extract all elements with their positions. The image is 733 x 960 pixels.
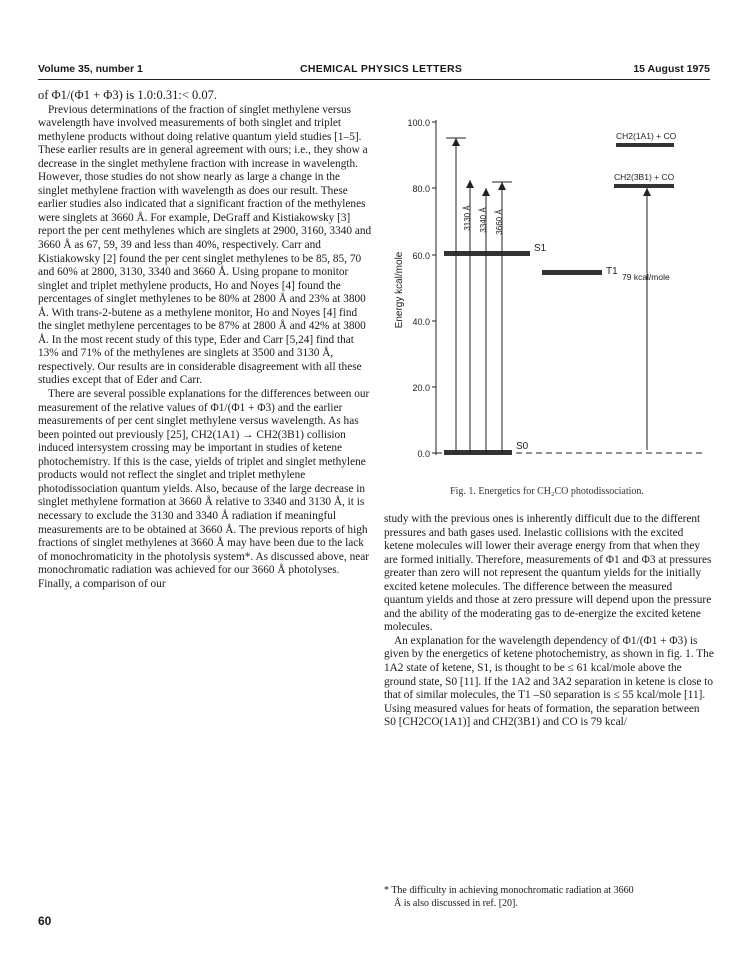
footnote-line: Å is also discussed in ref. [20]. [394, 897, 518, 909]
right-column [384, 513, 714, 730]
tick-label: 0.0 [417, 449, 430, 459]
paragraph: study with the previous ones is inherently difficult due to the different pressures and bath gases used. Inelastic collisions with the excited ketene molecules will lower their average energy from that when they are formed initially. Therefore, measurements of Φ1 and Φ3 at pressures greater than zero will not represent the quantum yields for the initially excited ketene molecules. The difference between the measured quantum yields and those at zero pressure will depend upon the pressure and the ability of the moderating gas to de-energize the excited ketene molecules. [384, 513, 712, 634]
paragraph: There are several possible explanations for the differences between our measurement of the relative values of Φ1/(Φ1 + Φ3) and the earlier measurements of per cent singlet methylene versus wavelength. As has been pointed out previously [25], CH2(1A1) → CH2(3B1) collision induced intersystem crossing may be important in studies of ketene photochemistry. If this is the case, yields of triplet and singlet methylene products would not reflect the singlet and triplet methylene photodissociation quantum yields. Also, because of the large decrease in singlet methylene formation at 3660 Å relative to 3340 and 3130 Å, it is necessary to exclude the 3130 and 3340 Å radiation if meaningful measurements are to be obtained at 3660 Å. The previous reports of high fractions of singlet methylenes at 3660 Å may have been due to the lack of monochromaticity in the photolysis system*. As discussed above, near monochromatic radiation was achieved for our 3660 Å photolyses. Finally, a comparison of our [38, 388, 370, 590]
t1-label: T1 [606, 266, 618, 277]
y-ticks [432, 122, 436, 453]
paragraph: An explanation for the wavelength dependency of Φ1/(Φ1 + Φ3) is given by the energetics of ketene photochemistry, as shown in fig. 1. The 1A2 state of ketene, S1, is thought to be ≤ 61 kcal/mole above the ground state, S0 [11]. If the 1A2 and 3A2 separation in ketene is close to that of similar molecules, the T1 –S0 separation is ≤ 55 kcal/mole [11]. Using measured values for heats of formation, the separation between S0 [CH2CO(1A1)] and CH2(3B1) and CO is 79 kcal/ [384, 634, 714, 729]
wavelength-label-3130: 3130 Å [463, 205, 472, 231]
issue-date: 15 August 1975 [633, 63, 710, 75]
running-header [38, 63, 710, 77]
s1-level [444, 251, 530, 256]
y-axis-label: Energy kcal/mole [394, 251, 405, 329]
gap-label: 79 kcal/mole [622, 272, 670, 282]
paragraph: Previous determinations of the fraction of singlet methylene versus wavelength have involved measurements of both singlet and triplet methylene products without doing relative quantum yield studies [1–5]. These earlier results are in general agreement with ours; i.e., they show a decrease in the singlet methylene fraction with increase in wavelength. However, those studies do not show nearly as large a change in the singlet methylene fraction with wavelength as does our result. These earlier studies also indicated that a significant fraction of the methylenes were singlets at 3660 Å. For example, DeGraff and Kistiakowsky [3] report the per cent methylenes which are singlets at 2900, 3160, 3340 and 3660 Å as 67, 59, 39 and less than 40%, respectively. Carr and Kistiakowsky [2] found the per cent singlet methylenes to be 85, 85, 70 and 60% at 2800, 3130, 3340 and 3660 Å. Using propane to monitor singlet and triplet methylene products, Ho and Noyes [4] found the percentages of singlet methylenes to be 80% at 2800 Å and 23% at 3800 Å. With trans-2-butene as a methylene monitor, Ho and Noyes [4] find the singlet methylene percentages to be 87% at 2800 Å and 42% at 3800 Å. In the most recent study of this type, Eder and Carr [5,24] find that 13% and 71% of the methylenes are singlets at 3500 and 3130 Å, respectively. Our results are in considerable disagreement with all these studies except that of Eder and Carr. [38, 103, 372, 387]
figure-caption: Fig. 1. Energetics for CH₂CO photodissociation. [450, 486, 644, 497]
footnote-line: * The difficulty in achieving monochromatic radiation at 3660 [384, 885, 634, 896]
singlet-products-label: CH2(1A1) + CO [616, 131, 677, 141]
left-column [38, 89, 373, 591]
page-number: 60 [38, 914, 52, 928]
paragraph: of Φ1/(Φ1 + Φ3) is 1.0:0.31:< 0.07. [38, 88, 218, 102]
volume-label: Volume 35, number 1 [38, 63, 143, 75]
tick-label: 60.0 [412, 251, 430, 261]
s1-label: S1 [534, 243, 547, 254]
triplet-products-label: CH2(3B1) + CO [614, 172, 675, 182]
energy-diagram [384, 100, 710, 470]
wavelength-label-3340: 3340 Å [479, 207, 488, 233]
triplet-products-level [614, 184, 674, 188]
tick-label: 20.0 [412, 383, 430, 393]
gap-arrowhead [643, 188, 651, 196]
footnote [384, 885, 714, 910]
singlet-products-level [616, 143, 674, 147]
t1-level [542, 270, 602, 275]
tick-label: 80.0 [412, 184, 430, 194]
header-rule [38, 79, 710, 80]
wavelength-label-3660: 3660 Å [495, 209, 504, 235]
journal-title: CHEMICAL PHYSICS LETTERS [300, 63, 463, 75]
tick-label: 100.0 [407, 118, 430, 128]
s0-label: S0 [516, 441, 529, 452]
tick-label: 40.0 [412, 317, 430, 327]
excitation-arrows [446, 138, 512, 453]
energy-diagram-figure [384, 100, 710, 470]
